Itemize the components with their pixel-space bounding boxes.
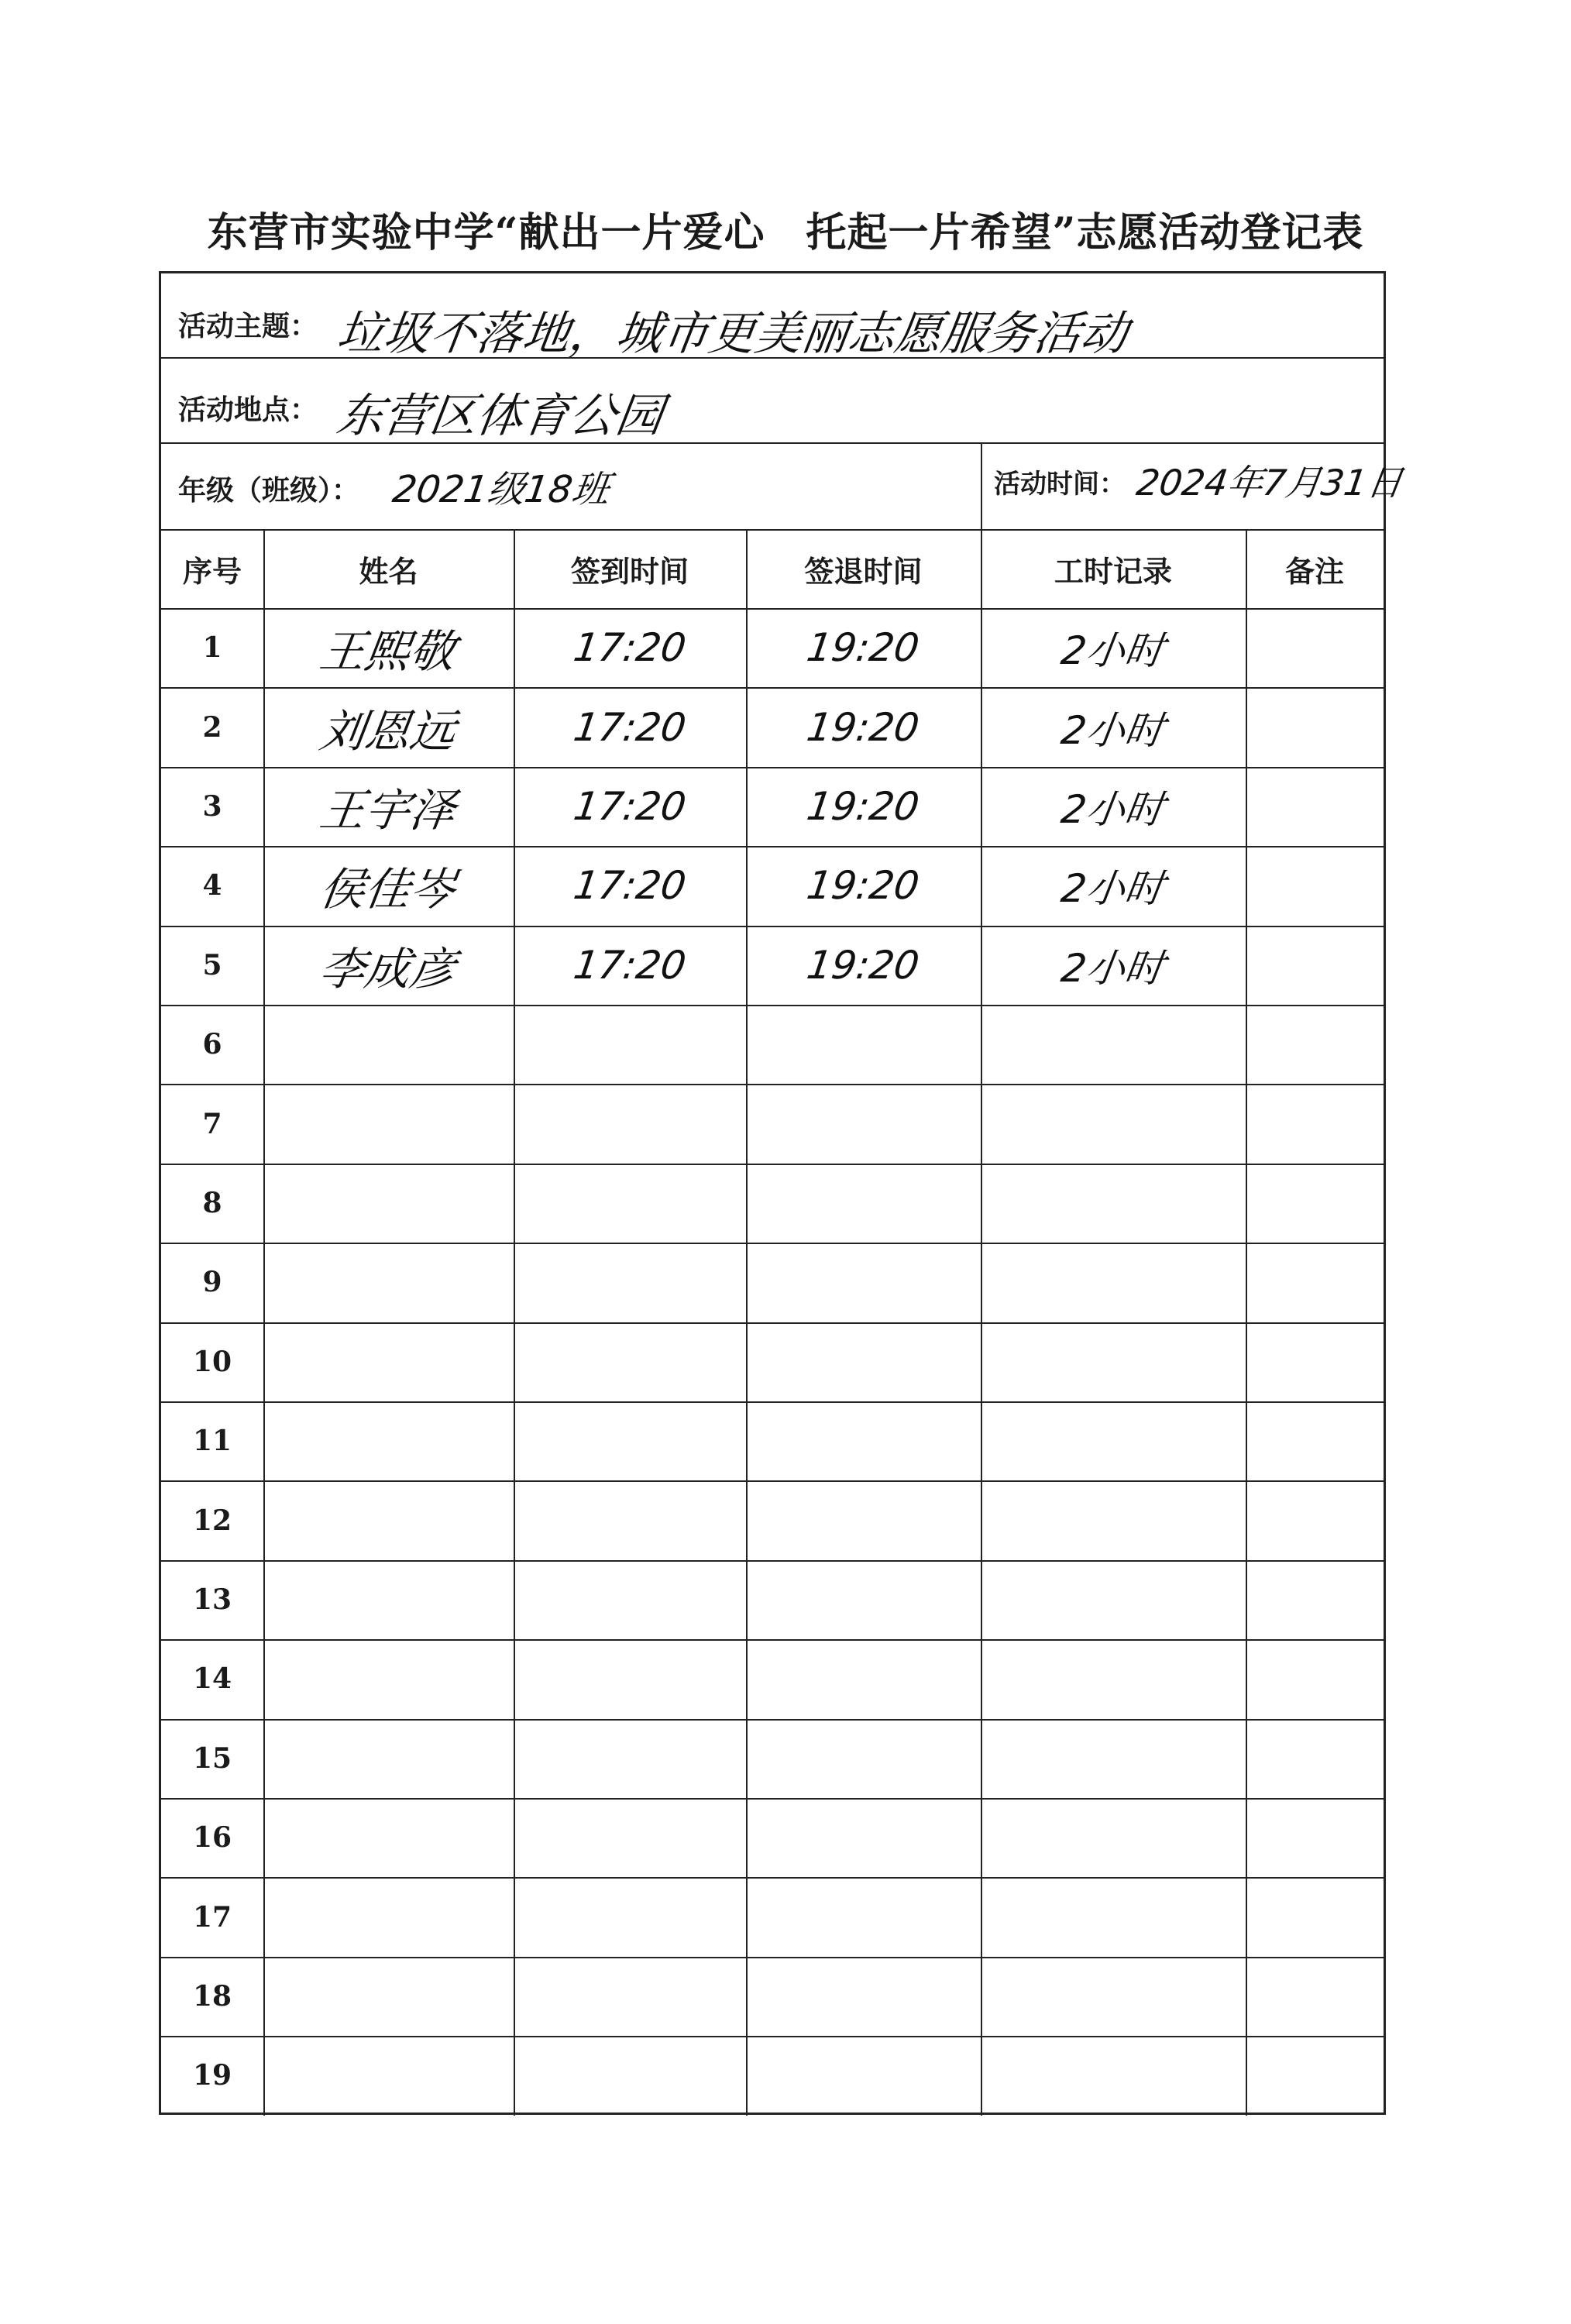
- cell-hours: [981, 1243, 1246, 1322]
- handwritten-hours: 2小时: [1058, 945, 1167, 991]
- cell-remark: [1246, 1798, 1384, 1877]
- cell-checkout: [746, 1560, 981, 1639]
- cell-remark: [1246, 926, 1384, 1005]
- cell-no: 3: [202, 789, 222, 823]
- divider: [981, 442, 982, 529]
- cell-hours: [981, 1322, 1246, 1401]
- cell-hours: [981, 608, 1246, 687]
- cell-hours: [981, 1164, 1246, 1243]
- cell-checkout: [746, 1798, 981, 1877]
- handwritten-checkin: 17:20: [570, 625, 689, 671]
- handwritten-checkout: 19:20: [804, 783, 923, 829]
- cell-remark: [1246, 846, 1384, 925]
- cell-checkin: [514, 2036, 746, 2115]
- cell-checkin: [514, 1164, 746, 1243]
- cell-name: [263, 687, 514, 766]
- cell-remark: [1246, 767, 1384, 846]
- cell-remark: [1246, 1957, 1384, 2036]
- cell-name: [263, 846, 514, 925]
- cell-checkout: [746, 2036, 981, 2115]
- cell-checkout: [746, 1005, 981, 1084]
- cell-hours: [981, 1401, 1246, 1480]
- handwritten-hours: 2小时: [1058, 786, 1167, 832]
- cell-checkout: [746, 1639, 981, 1718]
- cell-no: 7: [202, 1107, 222, 1140]
- cell-no: 15: [192, 1741, 232, 1775]
- cell-no: 13: [192, 1583, 232, 1616]
- cell-no: 8: [202, 1186, 222, 1219]
- cell-checkout: [746, 1164, 981, 1243]
- cell-checkout: [746, 687, 981, 766]
- date-value: 2024年7月31日: [1133, 462, 1406, 504]
- cell-remark: [1246, 2036, 1384, 2115]
- registration-form: [159, 271, 1406, 2115]
- cell-checkin: [514, 1322, 746, 1401]
- cell-hours: [981, 767, 1246, 846]
- cell-hours: [981, 846, 1246, 925]
- handwritten-hours: 2小时: [1058, 866, 1167, 912]
- cell-remark: [1246, 1560, 1384, 1639]
- handwritten-name: 侯佳岑: [317, 863, 459, 916]
- header-no: 序号: [182, 553, 242, 589]
- cell-name: [263, 1957, 514, 2036]
- handwritten-checkin: 17:20: [570, 942, 689, 988]
- header-hours: 工时记录: [1054, 553, 1172, 589]
- cell-checkin: [514, 926, 746, 1005]
- cell-hours: [981, 1005, 1246, 1084]
- cell-name: [263, 1401, 514, 1480]
- cell-name: [263, 1164, 514, 1243]
- cell-remark: [1246, 1005, 1384, 1084]
- cell-checkout: [746, 1877, 981, 1956]
- date-label: 活动时间：: [994, 469, 1126, 500]
- cell-checkin: [514, 1005, 746, 1084]
- cell-no: 10: [192, 1345, 232, 1378]
- handwritten-checkin: 17:20: [570, 863, 689, 909]
- cell-hours: [981, 2036, 1246, 2115]
- cell-hours: [981, 687, 1246, 766]
- cell-remark: [1246, 1322, 1384, 1401]
- handwritten-hours: 2小时: [1058, 628, 1167, 674]
- cell-name: [263, 1322, 514, 1401]
- cell-checkin: [514, 1401, 746, 1480]
- header-checkout: 签退时间: [804, 553, 923, 589]
- cell-checkout: [746, 926, 981, 1005]
- cell-checkout: [746, 1401, 981, 1480]
- cell-checkin: [514, 846, 746, 925]
- cell-remark: [1246, 687, 1384, 766]
- cell-checkin: [514, 1243, 746, 1322]
- cell-name: [263, 1560, 514, 1639]
- cell-checkout: [746, 1480, 981, 1559]
- handwritten-name: 刘恩远: [317, 704, 459, 758]
- cell-checkin: [514, 1560, 746, 1639]
- cell-checkout: [746, 1719, 981, 1798]
- location-value: 东营区体育公园: [333, 389, 667, 443]
- cell-checkin: [514, 1639, 746, 1718]
- handwritten-hours: 2小时: [1058, 707, 1167, 753]
- cell-remark: [1246, 1084, 1384, 1163]
- cell-checkin: [514, 608, 746, 687]
- cell-remark: [1246, 1877, 1384, 1956]
- cell-checkin: [514, 1877, 746, 1956]
- cell-name: [263, 1877, 514, 1956]
- cell-checkin: [514, 1719, 746, 1798]
- form-title: 东营市实验中学“献出一片爱心 托起一片希望”志愿活动登记表: [207, 209, 1364, 256]
- cell-name: [263, 1719, 514, 1798]
- cell-checkin: [514, 767, 746, 846]
- cell-checkout: [746, 1243, 981, 1322]
- cell-checkout: [746, 1084, 981, 1163]
- cell-remark: [1246, 1480, 1384, 1559]
- cell-name: [263, 1243, 514, 1322]
- cell-name: [263, 926, 514, 1005]
- handwritten-checkout: 19:20: [804, 704, 923, 750]
- cell-name: [263, 1005, 514, 1084]
- cell-hours: [981, 1480, 1246, 1559]
- handwritten-name: 王熙敬: [317, 625, 459, 679]
- cell-checkout: [746, 608, 981, 687]
- header-name: 姓名: [359, 553, 418, 589]
- cell-hours: [981, 1560, 1246, 1639]
- cell-remark: [1246, 1639, 1384, 1718]
- cell-name: [263, 1480, 514, 1559]
- handwritten-checkout: 19:20: [804, 942, 923, 988]
- cell-remark: [1246, 1164, 1384, 1243]
- cell-remark: [1246, 608, 1384, 687]
- cell-checkout: [746, 1957, 981, 2036]
- cell-checkout: [746, 1322, 981, 1401]
- cell-name: [263, 1639, 514, 1718]
- cell-no: 5: [202, 948, 222, 982]
- divider: [161, 442, 1384, 444]
- cell-name: [263, 608, 514, 687]
- cell-name: [263, 1798, 514, 1877]
- cell-no: 1: [202, 631, 222, 665]
- theme-value: 垃圾不落地，城市更美丽志愿服务活动: [333, 307, 1132, 361]
- cell-no: 14: [192, 1662, 232, 1696]
- handwritten-checkout: 19:20: [804, 625, 923, 671]
- cell-checkin: [514, 1084, 746, 1163]
- cell-name: [263, 767, 514, 846]
- cell-no: 12: [192, 1504, 232, 1537]
- cell-checkout: [746, 767, 981, 846]
- cell-no: 17: [192, 1900, 232, 1934]
- cell-checkin: [514, 1480, 746, 1559]
- grade-value: 2021级18班: [390, 468, 613, 511]
- cell-name: [263, 1084, 514, 1163]
- cell-remark: [1246, 1401, 1384, 1480]
- cell-name: [263, 2036, 514, 2115]
- cell-no: 2: [202, 710, 222, 744]
- cell-checkin: [514, 1798, 746, 1877]
- handwritten-checkin: 17:20: [570, 704, 689, 750]
- cell-no: 16: [192, 1821, 232, 1855]
- grade-label: 年级（班级）：: [178, 474, 360, 507]
- cell-checkout: [746, 846, 981, 925]
- header-remark: 备注: [1284, 553, 1344, 589]
- cell-hours: [981, 926, 1246, 1005]
- cell-no: 6: [202, 1028, 222, 1061]
- divider: [161, 357, 1384, 359]
- cell-checkin: [514, 1957, 746, 2036]
- cell-hours: [981, 1719, 1246, 1798]
- cell-hours: [981, 1877, 1246, 1956]
- cell-no: 4: [202, 869, 222, 902]
- cell-remark: [1246, 1243, 1384, 1322]
- cell-hours: [981, 1798, 1246, 1877]
- handwritten-name: 李成彦: [317, 942, 459, 995]
- cell-no: 19: [192, 2059, 232, 2092]
- location-label: 活动地点：: [178, 394, 318, 426]
- handwritten-checkout: 19:20: [804, 863, 923, 909]
- handwritten-name: 王宇泽: [317, 783, 459, 837]
- cell-hours: [981, 1084, 1246, 1163]
- cell-no: 9: [202, 1266, 222, 1299]
- cell-no: 11: [192, 1425, 232, 1458]
- header-checkin: 签到时间: [570, 553, 689, 589]
- theme-label: 活动主题：: [178, 310, 318, 342]
- cell-no: 18: [192, 1979, 232, 2013]
- cell-remark: [1246, 1719, 1384, 1798]
- cell-hours: [981, 1957, 1246, 2036]
- handwritten-checkin: 17:20: [570, 783, 689, 829]
- cell-checkin: [514, 687, 746, 766]
- cell-hours: [981, 1639, 1246, 1718]
